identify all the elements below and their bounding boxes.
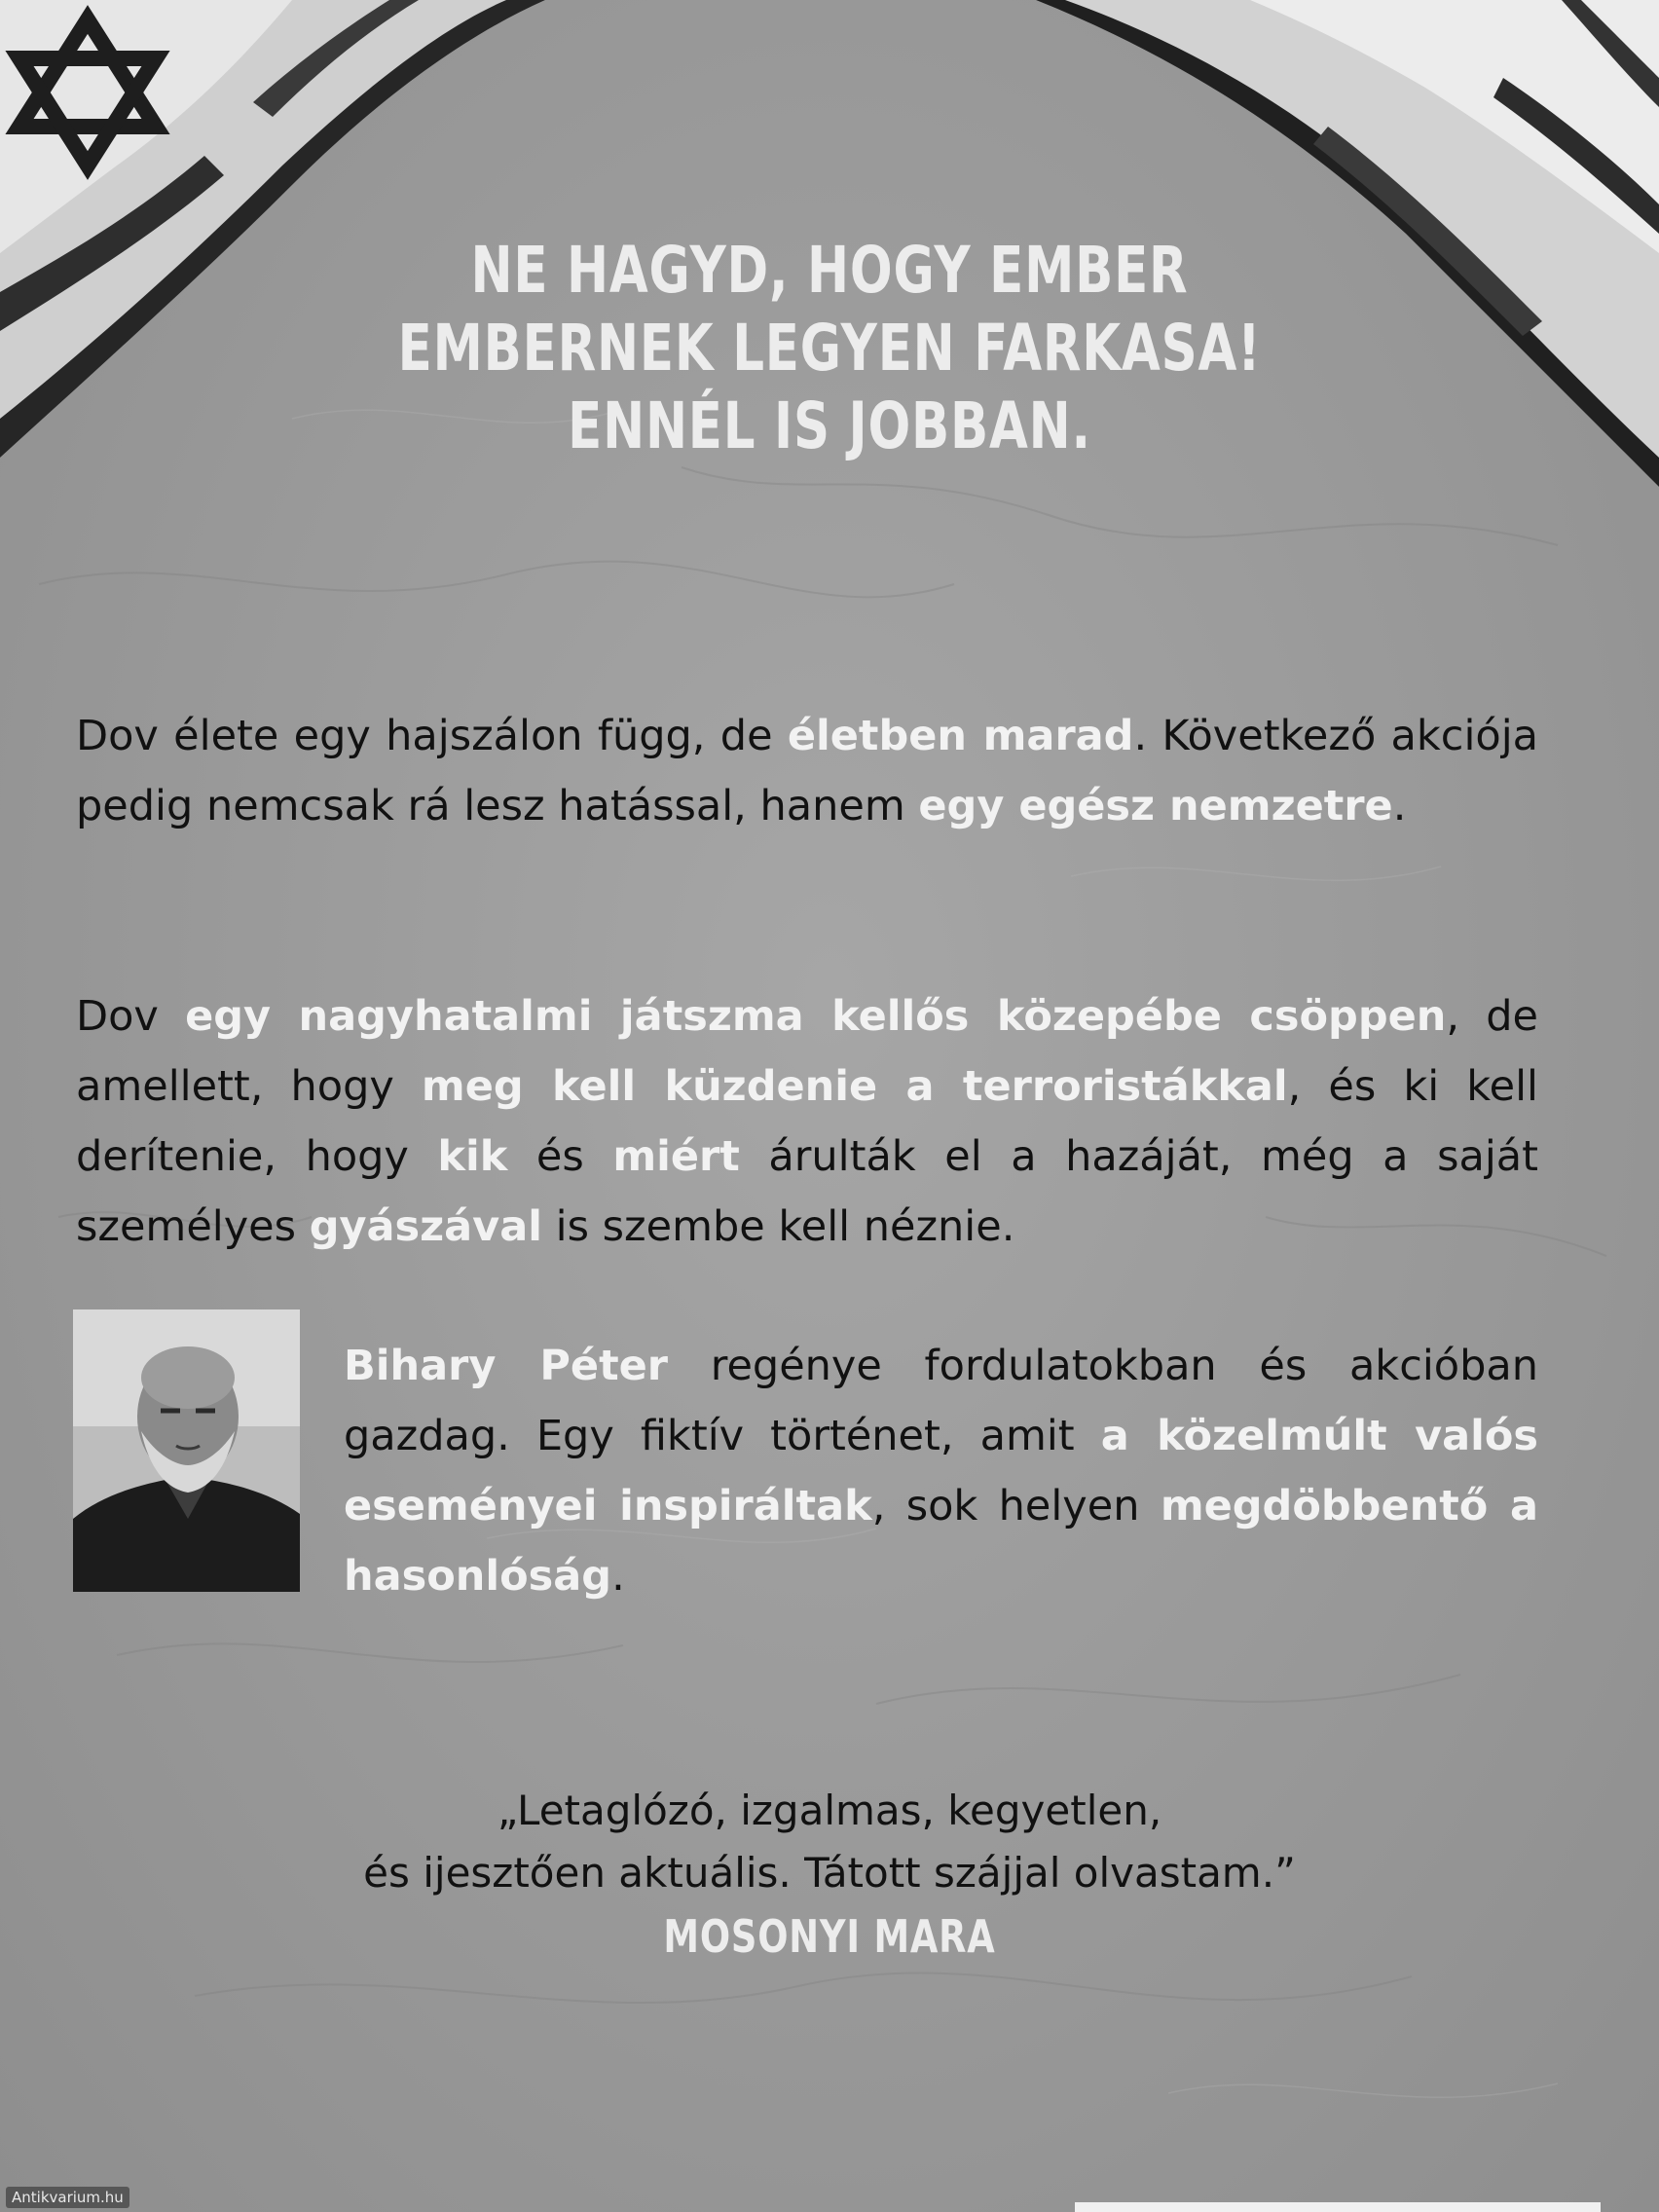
blurb-paragraph-3 — [344, 1331, 1538, 1611]
text-run: Dov élete egy hajszálon függ, de — [76, 712, 788, 760]
author-portrait-image — [73, 1309, 300, 1592]
highlight-text: kik — [437, 1132, 508, 1181]
headline-line-1: NE HAGYD, HOGY EMBER — [470, 233, 1189, 308]
text-run: és — [507, 1132, 613, 1181]
cover-headline — [0, 232, 1659, 465]
highlight-text: életben marad — [787, 712, 1134, 760]
blurb-paragraph-1 — [76, 701, 1538, 841]
review-quote — [0, 1780, 1659, 1969]
headline-line-3: ENNÉL IS JOBBAN. — [568, 388, 1091, 463]
text-run: , sok helyen — [871, 1482, 1161, 1530]
text-run: is szembe kell néznie. — [541, 1202, 1015, 1251]
text-run: árulták el a hazáját, még a saját személyes — [76, 1132, 1538, 1251]
highlight-text: meg kell küzdenie a terroristákkal — [421, 1062, 1288, 1111]
highlight-text: egy egész nemzetre — [918, 782, 1393, 830]
highlight-text: megdöbbentő a hasonlóság — [344, 1482, 1538, 1601]
blurb-paragraph-2 — [76, 981, 1538, 1262]
text-run: . Következő akciója pedig nemcsak rá lesz hatással, hanem — [76, 712, 1538, 830]
quote-line-2: és ijesztően aktuális. Tátott szájjal olvastam.” — [363, 1849, 1296, 1897]
author-photo — [73, 1309, 300, 1592]
text-run: regénye fordulatokban és akcióban gazdag. Egy fiktív történet, amit — [344, 1342, 1539, 1460]
text-run: , és ki kell derítenie, hogy — [76, 1062, 1538, 1181]
highlight-text: a közelmúlt valós eseményei inspiráltak — [344, 1412, 1538, 1530]
barcode-label-edge — [1075, 2202, 1601, 2212]
headline-line-2: EMBERNEK LEGYEN FARKASA! — [397, 311, 1262, 386]
text-run: . — [611, 1552, 625, 1601]
text-run: Dov — [76, 992, 186, 1041]
text-run: . — [1392, 782, 1407, 830]
highlight-text: gyászával — [309, 1202, 542, 1251]
quote-line-1: „Letaglózó, izgalmas, kegyetlen, — [497, 1787, 1162, 1834]
site-watermark: Antikvarium.hu — [6, 2187, 129, 2208]
highlight-text: egy nagyhatalmi játszma kellős közepébe csöppen — [185, 992, 1447, 1041]
text-run: , de amellett, hogy — [76, 992, 1538, 1111]
quote-author: MOSONYI MARA — [663, 1910, 996, 1963]
highlight-text: miért — [612, 1132, 740, 1181]
author-name-highlight: Bihary Péter — [344, 1342, 668, 1390]
